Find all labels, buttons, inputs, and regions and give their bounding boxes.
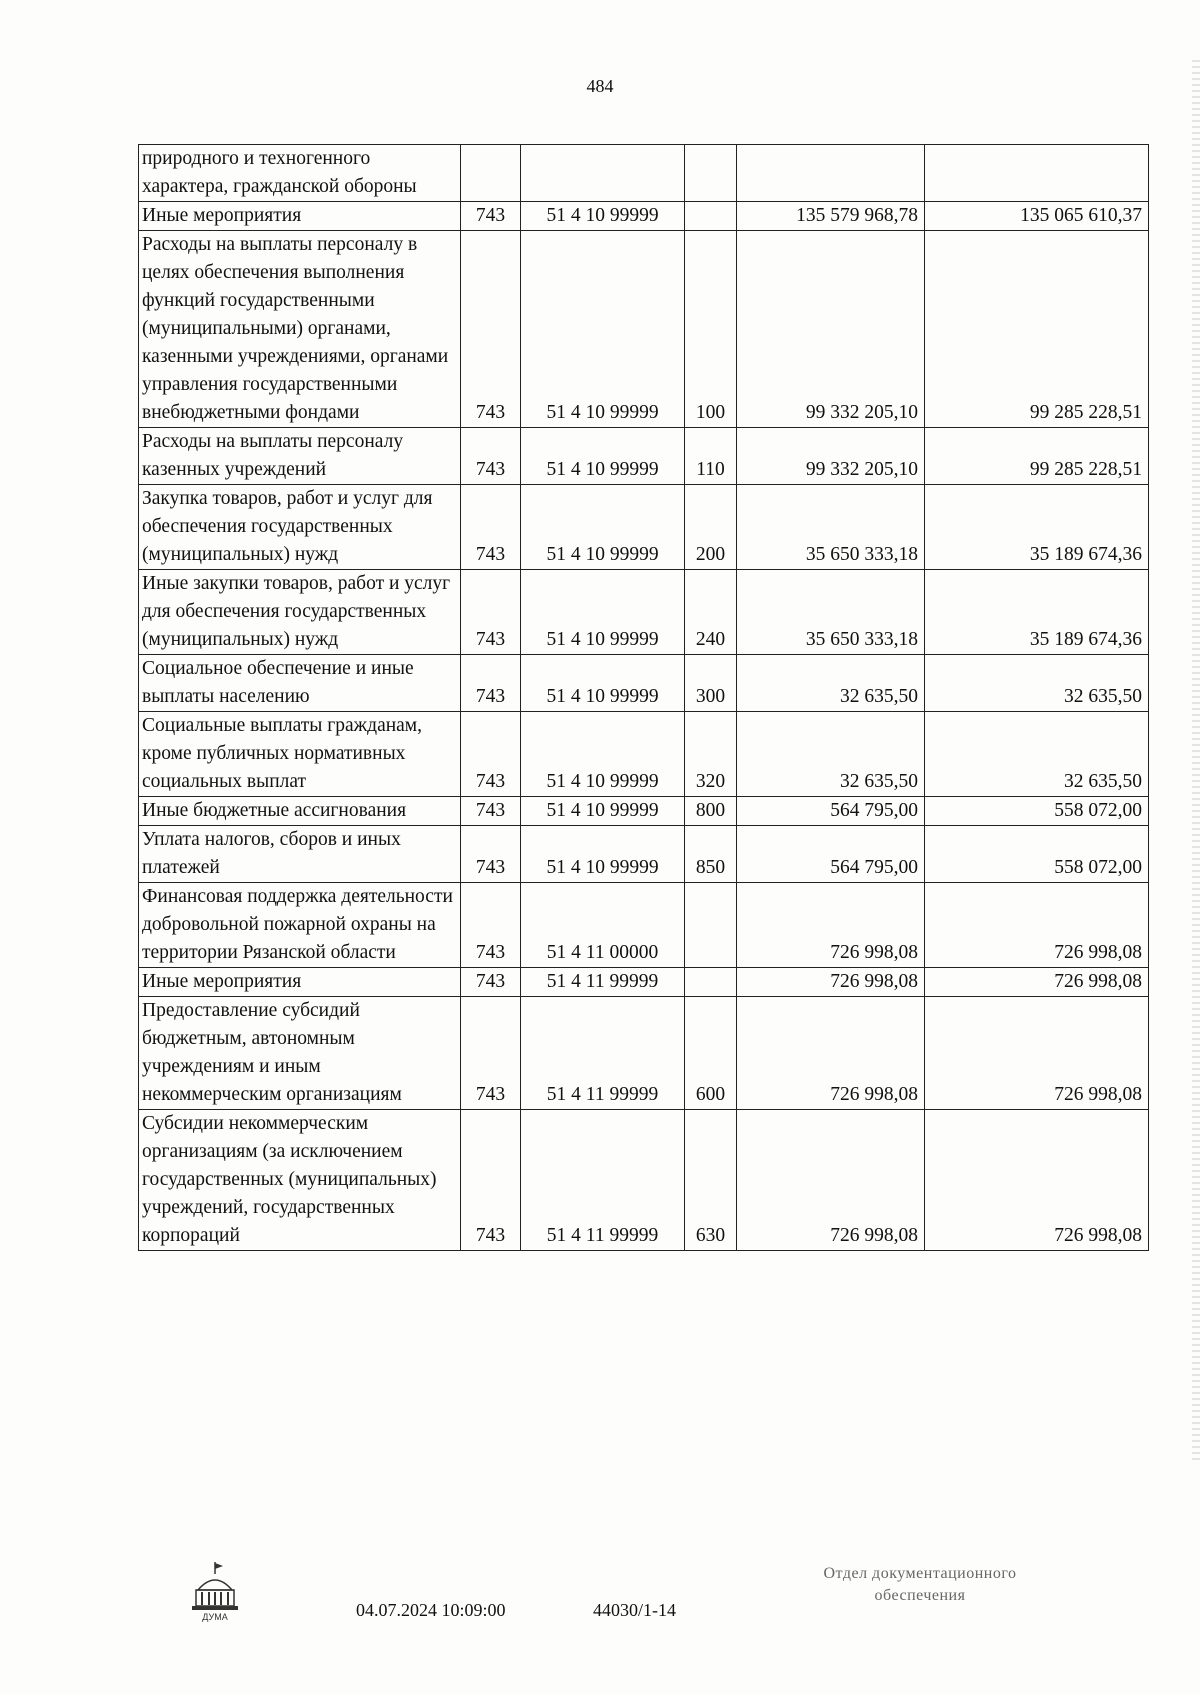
table-row [139,797,1149,826]
row-vr-code: 600 [685,997,737,1110]
table-row [139,712,1149,797]
row-csr-code: 51 4 10 99999 [521,202,685,231]
row-csr-code [521,145,685,202]
row-sum-2: 726 998,08 [925,997,1149,1110]
row-description: Иные мероприятия [139,968,461,997]
row-description: Уплата налогов, сборов и иных платежей [139,826,461,883]
table-row [139,655,1149,712]
row-sum-1: 99 332 205,10 [737,428,925,485]
row-vr-code: 240 [685,570,737,655]
row-ved-code: 743 [461,826,521,883]
row-sum-1: 32 635,50 [737,655,925,712]
row-sum-1: 35 650 333,18 [737,485,925,570]
row-vr-code: 300 [685,655,737,712]
row-sum-2: 99 285 228,51 [925,428,1149,485]
footer-doc-number: 44030/1-14 [593,1600,676,1620]
row-description: Финансовая поддержка деятельности добровольной пожарной охраны на территории Рязанской области [139,883,461,968]
row-sum-2: 32 635,50 [925,712,1149,797]
row-description: Расходы на выплаты персоналу в целях обеспечения выполнения функций государственными (муниципальными) органами, казенными учреждениями, органами управления государственными внебюджетными фондами [139,231,461,428]
row-sum-2: 99 285 228,51 [925,231,1149,428]
row-vr-code [685,883,737,968]
row-sum-2 [925,145,1149,202]
table-body [139,145,1149,1251]
row-sum-1: 564 795,00 [737,797,925,826]
row-description: Предоставление субсидий бюджетным, автономным учреждениям и иным некоммерческим организациям [139,997,461,1110]
scan-edge-artifact [1192,60,1200,1460]
row-csr-code: 51 4 11 00000 [521,883,685,968]
row-sum-1: 32 635,50 [737,712,925,797]
department-stamp-line2: обеспечения [874,1587,966,1604]
row-sum-2: 558 072,00 [925,826,1149,883]
row-csr-code: 51 4 10 99999 [521,570,685,655]
row-vr-code: 200 [685,485,737,570]
budget-table [138,144,1149,1251]
row-vr-code [685,968,737,997]
row-vr-code: 100 [685,231,737,428]
row-ved-code: 743 [461,570,521,655]
row-csr-code: 51 4 11 99999 [521,997,685,1110]
row-ved-code [461,145,521,202]
row-vr-code: 320 [685,712,737,797]
table-row [139,883,1149,968]
row-ved-code: 743 [461,968,521,997]
duma-logo-icon [186,1560,244,1622]
row-sum-2: 726 998,08 [925,968,1149,997]
row-sum-1: 564 795,00 [737,826,925,883]
row-sum-1: 35 650 333,18 [737,570,925,655]
row-ved-code: 743 [461,231,521,428]
row-sum-2: 726 998,08 [925,883,1149,968]
row-vr-code: 800 [685,797,737,826]
row-sum-1: 726 998,08 [737,968,925,997]
row-csr-code: 51 4 10 99999 [521,231,685,428]
duma-logo-text: ДУМА [202,1612,228,1622]
table-row [139,428,1149,485]
row-ved-code: 743 [461,1110,521,1251]
row-ved-code: 743 [461,655,521,712]
row-ved-code: 743 [461,797,521,826]
row-description: Социальное обеспечение и иные выплаты населению [139,655,461,712]
row-description: Расходы на выплаты персоналу казенных учреждений [139,428,461,485]
row-sum-2: 135 065 610,37 [925,202,1149,231]
row-ved-code: 743 [461,202,521,231]
table-row [139,202,1149,231]
row-vr-code: 110 [685,428,737,485]
table-row [139,485,1149,570]
row-sum-2: 32 635,50 [925,655,1149,712]
row-sum-2: 35 189 674,36 [925,485,1149,570]
row-sum-1: 99 332 205,10 [737,231,925,428]
row-vr-code: 630 [685,1110,737,1251]
row-csr-code: 51 4 10 99999 [521,712,685,797]
department-stamp-line1: Отдел документационного [823,1565,1017,1582]
table-row [139,826,1149,883]
row-sum-1 [737,145,925,202]
table-row [139,570,1149,655]
row-ved-code: 743 [461,485,521,570]
row-sum-1: 726 998,08 [737,997,925,1110]
row-csr-code: 51 4 10 99999 [521,428,685,485]
table-row [139,1110,1149,1251]
row-vr-code [685,202,737,231]
row-ved-code: 743 [461,883,521,968]
row-vr-code: 850 [685,826,737,883]
table-row [139,145,1149,202]
row-sum-2: 35 189 674,36 [925,570,1149,655]
page-number: 484 [586,76,614,96]
row-sum-1: 726 998,08 [737,883,925,968]
department-stamp [770,1563,1070,1607]
row-sum-2: 726 998,08 [925,1110,1149,1251]
row-description: Иные закупки товаров, работ и услуг для обеспечения государственных (муниципальных) нужд [139,570,461,655]
row-description: Социальные выплаты гражданам, кроме публичных нормативных социальных выплат [139,712,461,797]
row-description: Иные мероприятия [139,202,461,231]
row-sum-1: 726 998,08 [737,1110,925,1251]
table-row [139,968,1149,997]
row-csr-code: 51 4 10 99999 [521,485,685,570]
row-csr-code: 51 4 10 99999 [521,655,685,712]
table-row [139,997,1149,1110]
table-row [139,231,1149,428]
row-sum-1: 135 579 968,78 [737,202,925,231]
row-sum-2: 558 072,00 [925,797,1149,826]
row-description: природного и техногенного характера, гражданской обороны [139,145,461,202]
row-csr-code: 51 4 11 99999 [521,968,685,997]
row-csr-code: 51 4 10 99999 [521,826,685,883]
row-description: Иные бюджетные ассигнования [139,797,461,826]
row-description: Субсидии некоммерческим организациям (за исключением государственных (муниципальных) учреждений, государственных корпораций [139,1110,461,1251]
row-csr-code: 51 4 10 99999 [521,797,685,826]
row-vr-code [685,145,737,202]
footer-date: 04.07.2024 10:09:00 [356,1600,506,1620]
row-ved-code: 743 [461,712,521,797]
row-ved-code: 743 [461,997,521,1110]
row-ved-code: 743 [461,428,521,485]
row-csr-code: 51 4 11 99999 [521,1110,685,1251]
row-description: Закупка товаров, работ и услуг для обеспечения государственных (муниципальных) нужд [139,485,461,570]
